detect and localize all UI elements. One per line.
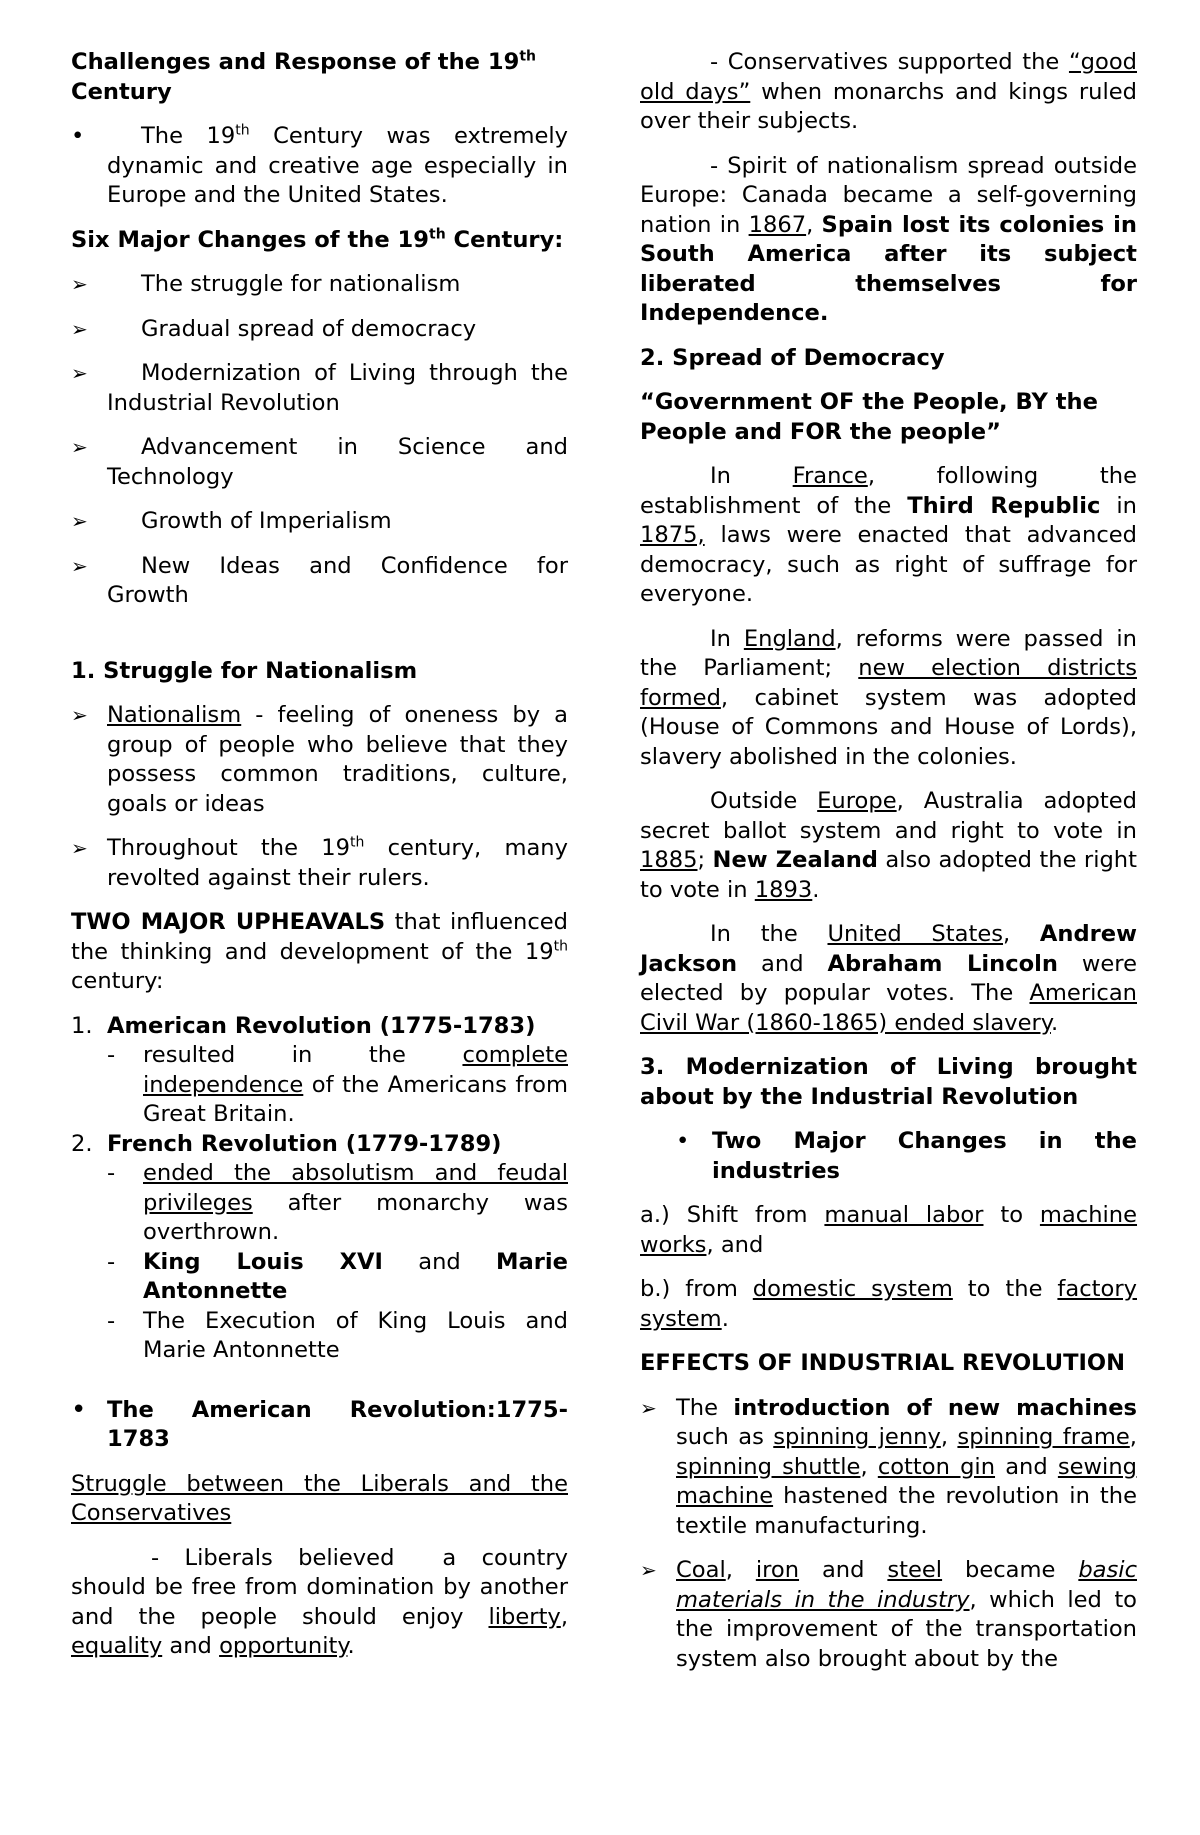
- list-item: ➢ Modernization of Living through the Industrial Revolution: [71, 359, 568, 418]
- upheavals-paragraph: TWO MAJOR UPHEAVALS that influenced the thinking and development of the 19th century:: [71, 909, 568, 994]
- effects-heading: EFFECTS OF INDUSTRIAL REVOLUTION: [640, 1350, 1126, 1376]
- section-heading-democracy: 2. Spread of Democracy: [640, 344, 945, 371]
- change-b: b.) from domestic system to the factory system.: [640, 1276, 1137, 1332]
- arrow-bullet-icon: ➢: [71, 836, 88, 860]
- intro-bullet: [71, 122, 568, 211]
- arrow-bullet-icon: ➢: [71, 509, 88, 533]
- numbered-item-american-revolution: 1. American Revolution (1775-1783): [71, 1012, 536, 1039]
- document-title: Challenges and Response of the 19th Century: [71, 48, 536, 105]
- liberals-paragraph: - Liberals believed a country should be free from domination by another and the people should enjoy liberty, equality and opportunity.: [71, 1544, 568, 1659]
- england-paragraph: In England, reforms were passed in the Parliament; new election districts formed, cabinet system was adopted (House of Commons and House of Lords), slavery abolished in the colonies.: [640, 625, 1137, 770]
- dash-item: - ended the absolutism and feudal privileges after monarchy was overthrown.: [107, 1160, 568, 1245]
- arrow-bullet-icon: ➢: [71, 316, 88, 341]
- france-paragraph: In France, following the establishment of the Third Republic in 1875, laws were enacted that advanced democracy, such as right of suffrage for everyone.: [640, 463, 1137, 607]
- list-item: ➢ The introduction of new machines such as spinning jenny, spinning frame, spinning shuttle, cotton gin and sewing machine hastened the revolution in the textile manufacturing.: [640, 1394, 1137, 1542]
- arrow-bullet-icon: ➢: [640, 1558, 657, 1582]
- dash-item: - The Execution of King Louis and Marie Antonnette: [107, 1307, 568, 1363]
- bullet-icon: •: [676, 1128, 690, 1154]
- conservatives-paragraph: - Conservatives supported the “good old days” when monarchs and kings ruled over their subjects.: [640, 49, 1137, 134]
- arrow-bullet-icon: ➢: [71, 703, 88, 727]
- section-heading-nationalism: 1. Struggle for Nationalism: [71, 657, 418, 684]
- arrow-bullet-icon: ➢: [640, 1395, 657, 1420]
- bullet-icon: •: [71, 1394, 87, 1425]
- american-revolution-heading: • The American Revolution:1775-1783: [71, 1396, 568, 1455]
- intro-text: The 19th Century was extremely dynamic and creative age especially in Europe and the United States.: [107, 122, 569, 208]
- struggle-subheading: Struggle between the Liberals and the Conservatives: [71, 1470, 568, 1526]
- two-changes-item: • Two Major Changes in the industries: [676, 1127, 1137, 1186]
- right-column: [640, 48, 1137, 1835]
- left-column: [71, 48, 568, 1835]
- list-item: ➢ Gradual spread of democracy: [71, 315, 568, 345]
- list-item: ➢ The struggle for nationalism: [71, 270, 568, 300]
- spirit-paragraph: - Spirit of nationalism spread outside Europe: Canada became a self-governing nation in 1867, Spain lost its colonies in South America after its subject liberated themselves for Independence.: [640, 152, 1138, 326]
- numbered-item-french-revolution: 2. French Revolution (1779-1789): [71, 1130, 502, 1157]
- bullet-icon: •: [71, 123, 85, 149]
- arrow-bullet-icon: ➢: [71, 361, 88, 385]
- list-item: ➢ Growth of Imperialism: [71, 507, 568, 537]
- change-a: a.) Shift from manual labor to machine works, and: [640, 1202, 1138, 1258]
- list-item: ➢ Coal, iron and steel became basic materials in the industry, which led to the improvement of the transportation system also brought about by the: [640, 1556, 1137, 1674]
- list-item: ➢ Nationalism - feeling of oneness by a group of people who believe that they possess common traditions, culture, goals or ideas: [71, 701, 568, 819]
- list-item: ➢ New Ideas and Confidence for Growth: [71, 552, 568, 611]
- dash-item: - King Louis XVI and Marie Antonnette: [107, 1248, 568, 1304]
- six-changes-heading: Six Major Changes of the 19th Century:: [71, 225, 564, 253]
- list-item: ➢ Throughout the 19th century, many revolted against their rulers.: [71, 834, 568, 893]
- united-states-paragraph: In the United States, Andrew Jackson and Abraham Lincoln were elected by popular votes. The American Civil War (1860-1865) ended slavery.: [640, 921, 1137, 1036]
- arrow-bullet-icon: ➢: [71, 553, 88, 578]
- outside-europe-paragraph: Outside Europe, Australia adopted secret ballot system and right to vote in 1885; New Zealand also adopted the right to vote in 1893.: [640, 788, 1137, 903]
- section-heading-industrial: 3. Modernization of Living brought about by the Industrial Revolution: [640, 1054, 1137, 1110]
- democracy-quote: “Government OF the People, BY the People and FOR the people”: [640, 389, 1098, 445]
- arrow-bullet-icon: ➢: [71, 435, 88, 459]
- arrow-bullet-icon: ➢: [71, 272, 88, 296]
- dash-item: - resulted in the complete independence of the Americans from Great Britain.: [107, 1042, 568, 1127]
- list-item: ➢ Advancement in Science and Technology: [71, 433, 568, 492]
